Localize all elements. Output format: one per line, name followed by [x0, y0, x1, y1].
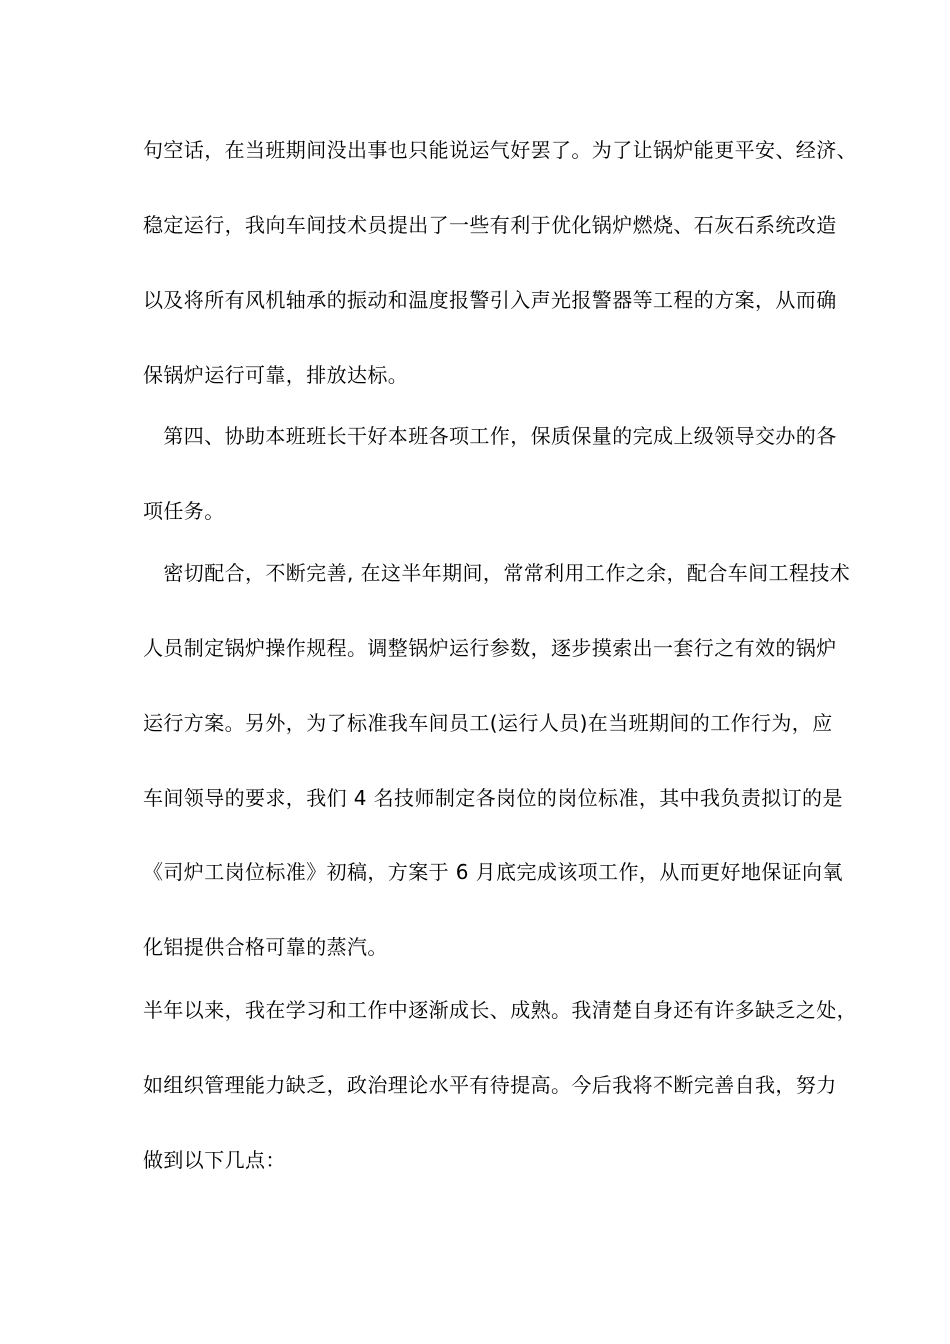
text-line: 以及将所有风机轴承的振动和温度报警引入声光报警器等工程的方案，从而确 [143, 288, 837, 312]
text-line: 密切配合，不断完善, 在这半年期间，常常利用工作之余，配合车间工程技术 [143, 561, 851, 585]
text-line: 做到以下几点： [143, 1148, 286, 1172]
text-line: 项任务。 [143, 499, 225, 523]
text-line: 人员制定锅炉操作规程。调整锅炉运行参数，逐步摸索出一套行之有效的锅炉 [143, 636, 837, 660]
text-line: 运行方案。另外，为了标准我车间员工(运行人员)在当班期间的工作行为，应 [143, 711, 833, 735]
text-line: 稳定运行，我向车间技术员提出了一些有利于优化锅炉燃烧、石灰石系统改造 [143, 213, 837, 237]
text-line: 如组织管理能力缺乏，政治理论水平有待提高。今后我将不断完善自我，努力 [143, 1073, 837, 1097]
text-line: 车间领导的要求，我们 4 名技师制定各岗位的岗位标准，其中我负责拟订的是 [143, 786, 843, 810]
text-line: 第四、协助本班班长干好本班各项工作，保质保量的完成上级领导交办的各 [143, 424, 837, 448]
text-line: 半年以来，我在学习和工作中逐渐成长、成熟。我清楚自身还有许多缺乏之处， [143, 998, 857, 1022]
text-line: 保锅炉运行可靠，排放达标。 [143, 363, 409, 387]
text-line: 句空话，在当班期间没出事也只能说运气好罢了。为了让锅炉能更平安、经济、 [143, 138, 857, 162]
text-line: 化铝提供合格可靠的蒸汽。 [143, 935, 388, 959]
text-line: 《司炉工岗位标准》初稿，方案于 6 月底完成该项工作，从而更好地保证向氧 [143, 860, 843, 884]
